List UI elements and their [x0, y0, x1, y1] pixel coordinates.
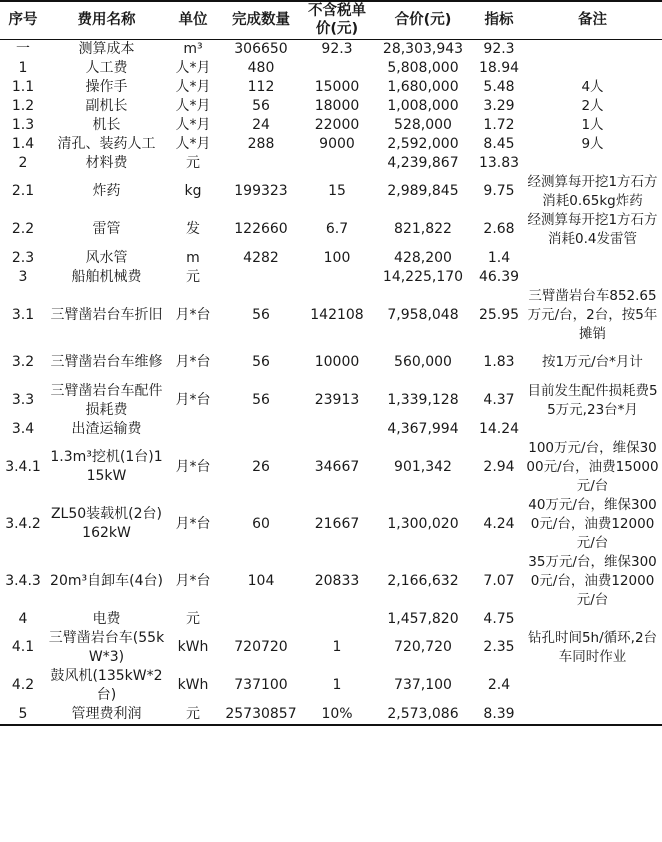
cell-unit: 元 [186, 154, 200, 171]
cell-price: 23913 [314, 392, 360, 408]
cell-unit: 人*月 [175, 59, 211, 76]
table-row [0, 667, 662, 705]
cell-index: 3.29 [483, 97, 515, 114]
cell-name: 三臂凿岩台车(55kW*3) [48, 629, 165, 665]
table-row [0, 135, 662, 154]
cell-name: 20m³自卸车(4台) [50, 572, 163, 589]
cell-total: 1,008,000 [387, 97, 459, 114]
cell-unit: 发 [186, 221, 200, 237]
cell-price: 100 [323, 249, 351, 266]
cell-qty: 56 [252, 354, 270, 370]
cell-price: 15 [328, 183, 346, 199]
cell-index: 2.68 [483, 221, 515, 237]
cell-unit: 人*月 [175, 116, 211, 133]
cell-qty: 56 [252, 392, 270, 408]
cell-name: 电费 [92, 610, 121, 627]
cell-unit: 元 [186, 705, 200, 722]
table-row [0, 610, 662, 629]
table-row [0, 268, 662, 287]
cell-name: 炸药 [92, 183, 121, 199]
cell-total: 1,680,000 [387, 78, 459, 95]
cell-price: 22000 [314, 116, 360, 133]
cell-index: 8.39 [483, 705, 515, 722]
cell-note: 钻孔时间5h/循环,2台车同时作业 [527, 629, 658, 665]
cell-seq: 3.2 [11, 354, 35, 370]
cell-total: 4,239,867 [387, 154, 459, 171]
cell-price: 10% [321, 705, 353, 722]
table-row [0, 78, 662, 97]
cell-qty: 60 [252, 515, 270, 532]
cell-total: 428,200 [394, 249, 452, 266]
cell-note [523, 39, 662, 59]
table-row [0, 249, 662, 268]
cell-total: 1,457,820 [387, 610, 459, 627]
cell-price [303, 154, 371, 173]
cell-seq: 3.4.1 [5, 458, 41, 475]
cell-name: 三臂凿岩台车配件损耗费 [50, 382, 163, 418]
cell-note [523, 610, 662, 629]
cell-index: 1.72 [483, 116, 515, 133]
cell-seq: 3 [18, 268, 28, 285]
cell-seq: 3.4.2 [5, 515, 41, 532]
cell-unit: m [186, 249, 200, 266]
table-row [0, 287, 662, 344]
cell-price: 6.7 [325, 221, 349, 237]
header-note: 备注 [578, 12, 607, 29]
cell-seq: 5 [18, 705, 28, 722]
cell-note: 1人 [581, 116, 604, 133]
cell-name: 雷管 [92, 221, 121, 237]
cell-price: 34667 [314, 458, 360, 475]
cell-note [523, 268, 662, 287]
cell-total: 737,100 [394, 677, 452, 693]
cell-unit: 月*台 [175, 306, 211, 323]
cell-qty: 56 [252, 97, 270, 114]
cell-price: 142108 [310, 306, 364, 323]
cell-index: 5.48 [483, 78, 515, 95]
table-row [0, 629, 662, 667]
cell-unit: m³ [183, 40, 203, 57]
cell-price [303, 610, 371, 629]
cell-index: 1.4 [487, 249, 511, 266]
table-row [0, 211, 662, 249]
cell-total: 720,720 [394, 639, 452, 655]
cell-seq: 3.4.3 [5, 572, 41, 589]
cell-name: 三臂凿岩台车折旧 [50, 306, 163, 323]
cell-name: 操作手 [85, 78, 128, 95]
header-price: 不含税单价(元) [308, 3, 366, 38]
cell-index: 1.83 [483, 354, 515, 370]
cell-price: 1 [332, 677, 342, 693]
cell-seq: 1 [18, 59, 28, 76]
table-row [0, 439, 662, 496]
cell-qty [219, 154, 303, 173]
cell-total: 14,225,170 [382, 268, 464, 285]
cell-name: 风水管 [85, 249, 128, 266]
cell-total: 1,300,020 [387, 515, 459, 532]
cell-seq: 2.2 [11, 221, 35, 237]
cell-index: 2.94 [483, 458, 515, 475]
cell-note: 2人 [581, 97, 604, 114]
cell-index: 2.4 [487, 677, 511, 693]
cell-price: 21667 [314, 515, 360, 532]
table-row [0, 173, 662, 211]
cell-name: 1.3m³挖机(1台)115kW [50, 449, 163, 484]
cell-qty: 480 [247, 59, 275, 76]
cell-note: 经测算每开挖1方石方消耗0.65kg炸药 [527, 173, 658, 209]
cell-index: 14.24 [478, 420, 520, 437]
cell-price [303, 420, 371, 439]
cell-qty: 24 [252, 116, 270, 133]
cell-qty [219, 420, 303, 439]
cell-seq: 1.4 [11, 135, 35, 152]
cell-name: ZL50装载机(2台)162kW [50, 506, 163, 541]
cell-total: 528,000 [394, 116, 452, 133]
cell-note: 按1万元/台*月计 [542, 354, 643, 370]
cell-index: 4.75 [483, 610, 515, 627]
cell-price: 9000 [319, 135, 355, 152]
cell-name: 测算成本 [78, 40, 135, 57]
cell-price: 18000 [314, 97, 360, 114]
cell-name: 三臂凿岩台车维修 [50, 354, 163, 370]
cell-note [523, 59, 662, 78]
cell-unit: 月*台 [175, 572, 211, 589]
header-row [0, 1, 662, 39]
table-row [0, 344, 662, 382]
cell-price [303, 59, 371, 78]
cell-index: 18.94 [478, 59, 520, 76]
cell-unit: 人*月 [175, 135, 211, 152]
cell-qty [219, 610, 303, 629]
cell-qty: 737100 [234, 677, 288, 693]
cell-qty: 122660 [234, 221, 288, 237]
cell-note: 35万元/台，维保3000元/台，油费12000元/台 [528, 553, 657, 608]
cell-qty: 4282 [243, 249, 279, 266]
header-unit: 单位 [178, 12, 208, 29]
cell-name: 船舶机械费 [71, 268, 142, 285]
cell-note [523, 705, 662, 725]
table-row [0, 59, 662, 78]
cell-seq: 1.2 [11, 97, 35, 114]
cell-qty: 306650 [234, 40, 288, 57]
cell-seq: 4.1 [11, 639, 35, 655]
cell-name: 管理费利润 [71, 705, 142, 722]
cell-total: 5,808,000 [387, 59, 459, 76]
header-qty: 完成数量 [232, 12, 290, 29]
cell-index: 4.37 [483, 392, 515, 408]
cell-seq: 2 [18, 154, 28, 171]
cell-qty: 56 [252, 306, 270, 323]
cell-total: 560,000 [394, 354, 452, 370]
cell-note: 目前发生配件损耗费55万元,23台*月 [527, 382, 658, 418]
table-row [0, 154, 662, 173]
cell-note: 100万元/台，维保3000元/台，油费15000元/台 [526, 439, 659, 494]
table-body [0, 39, 662, 725]
table-row [0, 116, 662, 135]
table-row [0, 39, 662, 59]
cell-total: 821,822 [394, 221, 452, 237]
cell-index: 4.24 [483, 515, 515, 532]
cell-name: 鼓风机(135kW*2台) [50, 667, 163, 703]
cell-unit: kWh [177, 639, 209, 655]
cell-note [523, 154, 662, 173]
cell-qty: 720720 [234, 639, 288, 655]
cell-unit: 元 [186, 610, 200, 627]
cell-unit: 月*台 [175, 354, 211, 370]
cell-price: 1 [332, 639, 342, 655]
cell-name: 出渣运输费 [71, 420, 142, 437]
cell-note [523, 667, 662, 705]
cell-note [523, 249, 662, 268]
cell-qty: 112 [247, 78, 275, 95]
table-row [0, 705, 662, 725]
cell-name: 材料费 [85, 154, 128, 171]
cell-index: 7.07 [483, 572, 515, 589]
cell-price: 10000 [314, 354, 360, 370]
header-seq: 序号 [8, 12, 38, 29]
cell-note: 40万元/台，维保3000元/台，油费12000元/台 [528, 496, 657, 551]
cell-total: 1,339,128 [387, 392, 459, 408]
cell-name: 机长 [92, 116, 121, 133]
cell-index: 9.75 [483, 183, 515, 199]
cell-total: 901,342 [394, 458, 452, 475]
cell-unit: kWh [177, 677, 209, 693]
cell-unit: 月*台 [175, 392, 211, 408]
cell-seq: 2.1 [11, 183, 35, 199]
cell-note: 4人 [581, 78, 604, 95]
cell-price [303, 268, 371, 287]
cell-index: 2.35 [483, 639, 515, 655]
cell-qty: 26 [252, 458, 270, 475]
header-index: 指标 [484, 12, 514, 29]
cell-total: 2,592,000 [387, 135, 459, 152]
cell-qty: 25730857 [225, 705, 297, 722]
cell-qty: 199323 [234, 183, 288, 199]
cell-index: 92.3 [483, 40, 515, 57]
cell-unit: 月*台 [175, 515, 211, 532]
cell-total: 2,573,086 [387, 705, 459, 722]
cell-total: 7,958,048 [387, 306, 459, 323]
cell-seq: 3.3 [11, 392, 35, 408]
cell-index: 25.95 [478, 306, 520, 323]
table-header [0, 1, 662, 39]
cell-qty [219, 268, 303, 287]
table-row [0, 382, 662, 420]
cell-note: 三臂凿岩台车852.65万元/台，2台，按5年摊销 [527, 287, 658, 342]
cell-seq: 1.3 [11, 116, 35, 133]
table-row [0, 97, 662, 116]
cell-qty: 288 [247, 135, 275, 152]
header-name: 费用名称 [77, 12, 136, 29]
cell-name: 人工费 [85, 59, 128, 76]
cell-unit: 人*月 [175, 97, 211, 114]
cell-qty: 104 [247, 572, 275, 589]
cell-index: 8.45 [483, 135, 515, 152]
cell-total: 28,303,943 [382, 40, 464, 57]
cell-price: 92.3 [321, 40, 353, 57]
cell-total: 2,989,845 [387, 183, 459, 199]
table-row [0, 420, 662, 439]
cell-unit [167, 420, 219, 439]
cell-seq: 3.4 [11, 420, 35, 437]
cell-index: 46.39 [478, 268, 520, 285]
cell-unit: 元 [186, 268, 200, 285]
cell-unit: 月*台 [175, 458, 211, 475]
cell-price: 20833 [314, 572, 360, 589]
cell-unit: 人*月 [175, 78, 211, 95]
cell-price: 15000 [314, 78, 360, 95]
cell-seq: 3.1 [11, 306, 35, 323]
cell-total: 4,367,994 [387, 420, 459, 437]
cell-seq: 一 [16, 40, 30, 57]
cell-index: 13.83 [478, 154, 520, 171]
cell-name: 副机长 [85, 97, 128, 114]
cell-seq: 1.1 [11, 78, 35, 95]
cell-seq: 2.3 [11, 249, 35, 266]
cell-name: 清孔、装药人工 [57, 135, 156, 152]
table-row [0, 496, 662, 553]
cell-total: 2,166,632 [387, 572, 459, 589]
cell-unit: kg [184, 183, 202, 199]
cell-seq: 4 [18, 610, 28, 627]
cell-note [523, 420, 662, 439]
table-row [0, 553, 662, 610]
cell-note: 经测算每开挖1方石方消耗0.4发雷管 [527, 211, 658, 247]
cell-note: 9人 [581, 135, 604, 152]
cell-seq: 4.2 [11, 677, 35, 693]
header-total: 合价(元) [394, 12, 452, 29]
